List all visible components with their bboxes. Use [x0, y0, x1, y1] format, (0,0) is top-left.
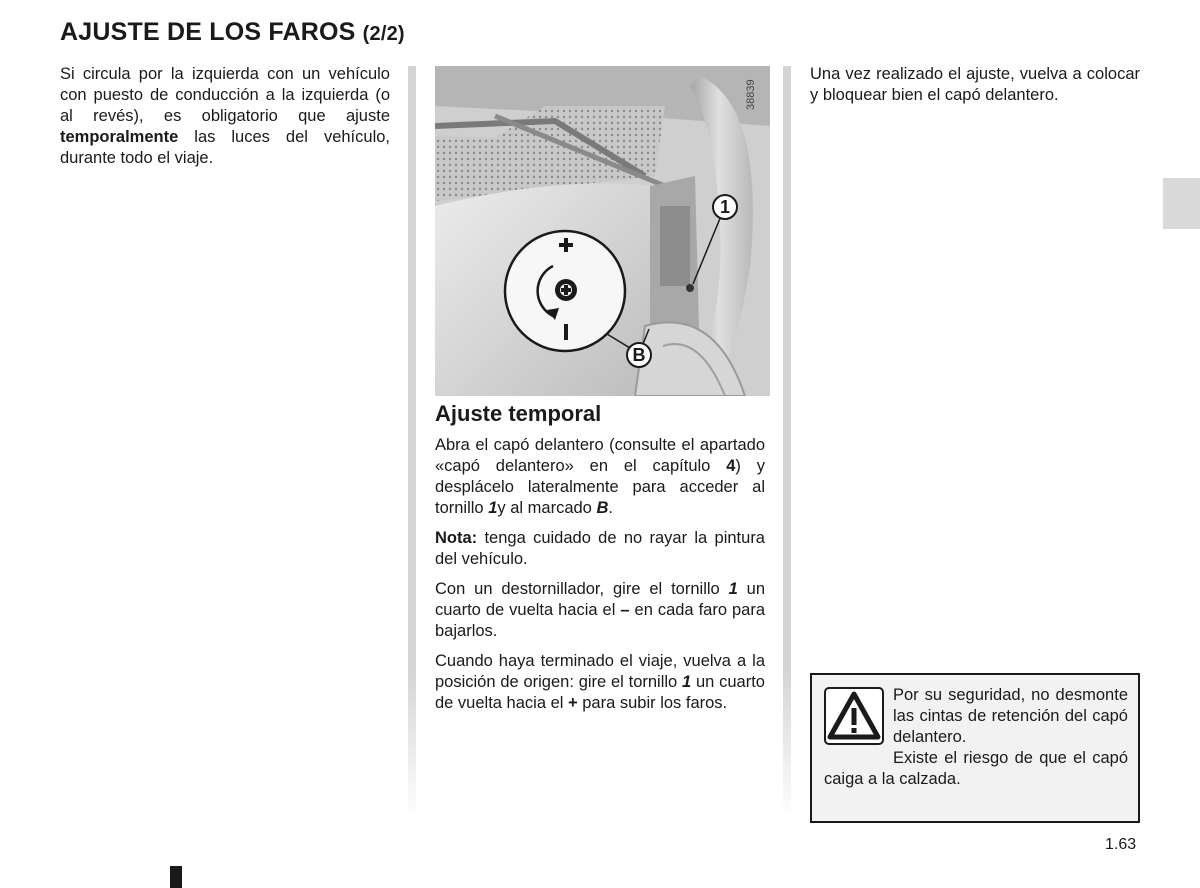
note-paragraph — [435, 528, 765, 570]
instruction-paragraph-1 — [435, 435, 765, 519]
p1-text-a: Abra el capó delantero (consulte el apartado «capó delantero» en el capítulo — [435, 436, 765, 475]
note-label: Nota: — [435, 529, 478, 547]
p4-text-a: Cuando haya terminado el viaje, vuelva a la posición de origen: gire el tornillo — [435, 652, 765, 691]
note-text: tenga cuidado de no rayar la pintura del vehículo. — [435, 529, 765, 568]
p3-screw-ref: 1 — [728, 580, 738, 598]
warning-text-first: Por su seguridad, no desmonte las cintas de retención del capó delantero. — [893, 686, 1128, 746]
p3-text-e: en cada faro para bajarlos. — [435, 601, 765, 640]
p4-text-c: un cuarto de vuelta hacia el — [435, 673, 765, 712]
intro-text-bold: temporalmente — [60, 128, 179, 146]
p1-mark-ref: B — [596, 499, 609, 517]
p3-text-c: un cuarto de vuelta hacia el — [435, 580, 765, 619]
page-title-part: (2/2) — [362, 23, 405, 45]
middle-column — [435, 435, 765, 723]
intro-text-start: Si circula por la izquierda con un vehículo con puesto de conducción a la izquierda (o al revés), es obligatorio que ajuste — [60, 65, 390, 125]
page-number: 1.63 — [1105, 836, 1137, 853]
p1-chapter-number: 4 — [726, 457, 736, 475]
warning-text-rest: Existe el riesgo de que el capó caiga a la calzada. — [824, 749, 1128, 788]
warning-text — [824, 685, 1128, 790]
p1-screw-ref: 1 — [488, 499, 498, 517]
page-title — [60, 18, 405, 47]
chapter-tab — [1163, 178, 1200, 229]
column-divider-left — [408, 66, 416, 820]
p3-text-a: Con un destornillador, gire el tornillo — [435, 580, 729, 598]
p4-text-e: para subir los faros. — [577, 694, 728, 712]
figure-reference-number: 38839 — [745, 79, 757, 110]
warning-box — [810, 673, 1140, 823]
instruction-paragraph-4 — [435, 651, 765, 714]
p4-plus-sign: + — [568, 694, 578, 712]
p1-text-g: . — [608, 499, 613, 517]
page-title-text: AJUSTE DE LOS FAROS — [60, 18, 356, 46]
intro-paragraph — [60, 64, 390, 169]
column-divider-right — [783, 66, 791, 820]
headlight-figure — [435, 66, 770, 396]
instruction-paragraph-3 — [435, 579, 765, 642]
headlight-illustration — [435, 66, 770, 396]
closing-paragraph: Una vez realizado el ajuste, vuelva a colocar y bloquear bien el capó delantero. — [810, 65, 1140, 104]
callout-mark-label: B — [632, 345, 646, 365]
intro-text-end: las luces del vehículo, durante todo el viaje. — [60, 128, 390, 167]
callout-screw-label: 1 — [719, 197, 730, 217]
p1-text-e: y al marcado — [497, 499, 597, 517]
p4-screw-ref: 1 — [682, 673, 692, 691]
p1-text-c: ) y desplácelo lateralmente para acceder al tornillo — [435, 457, 765, 517]
left-column — [60, 64, 390, 178]
right-column — [810, 64, 1140, 115]
corner-mark — [170, 866, 182, 888]
p3-minus-sign: – — [620, 601, 630, 619]
section-heading: Ajuste temporal — [435, 401, 602, 426]
